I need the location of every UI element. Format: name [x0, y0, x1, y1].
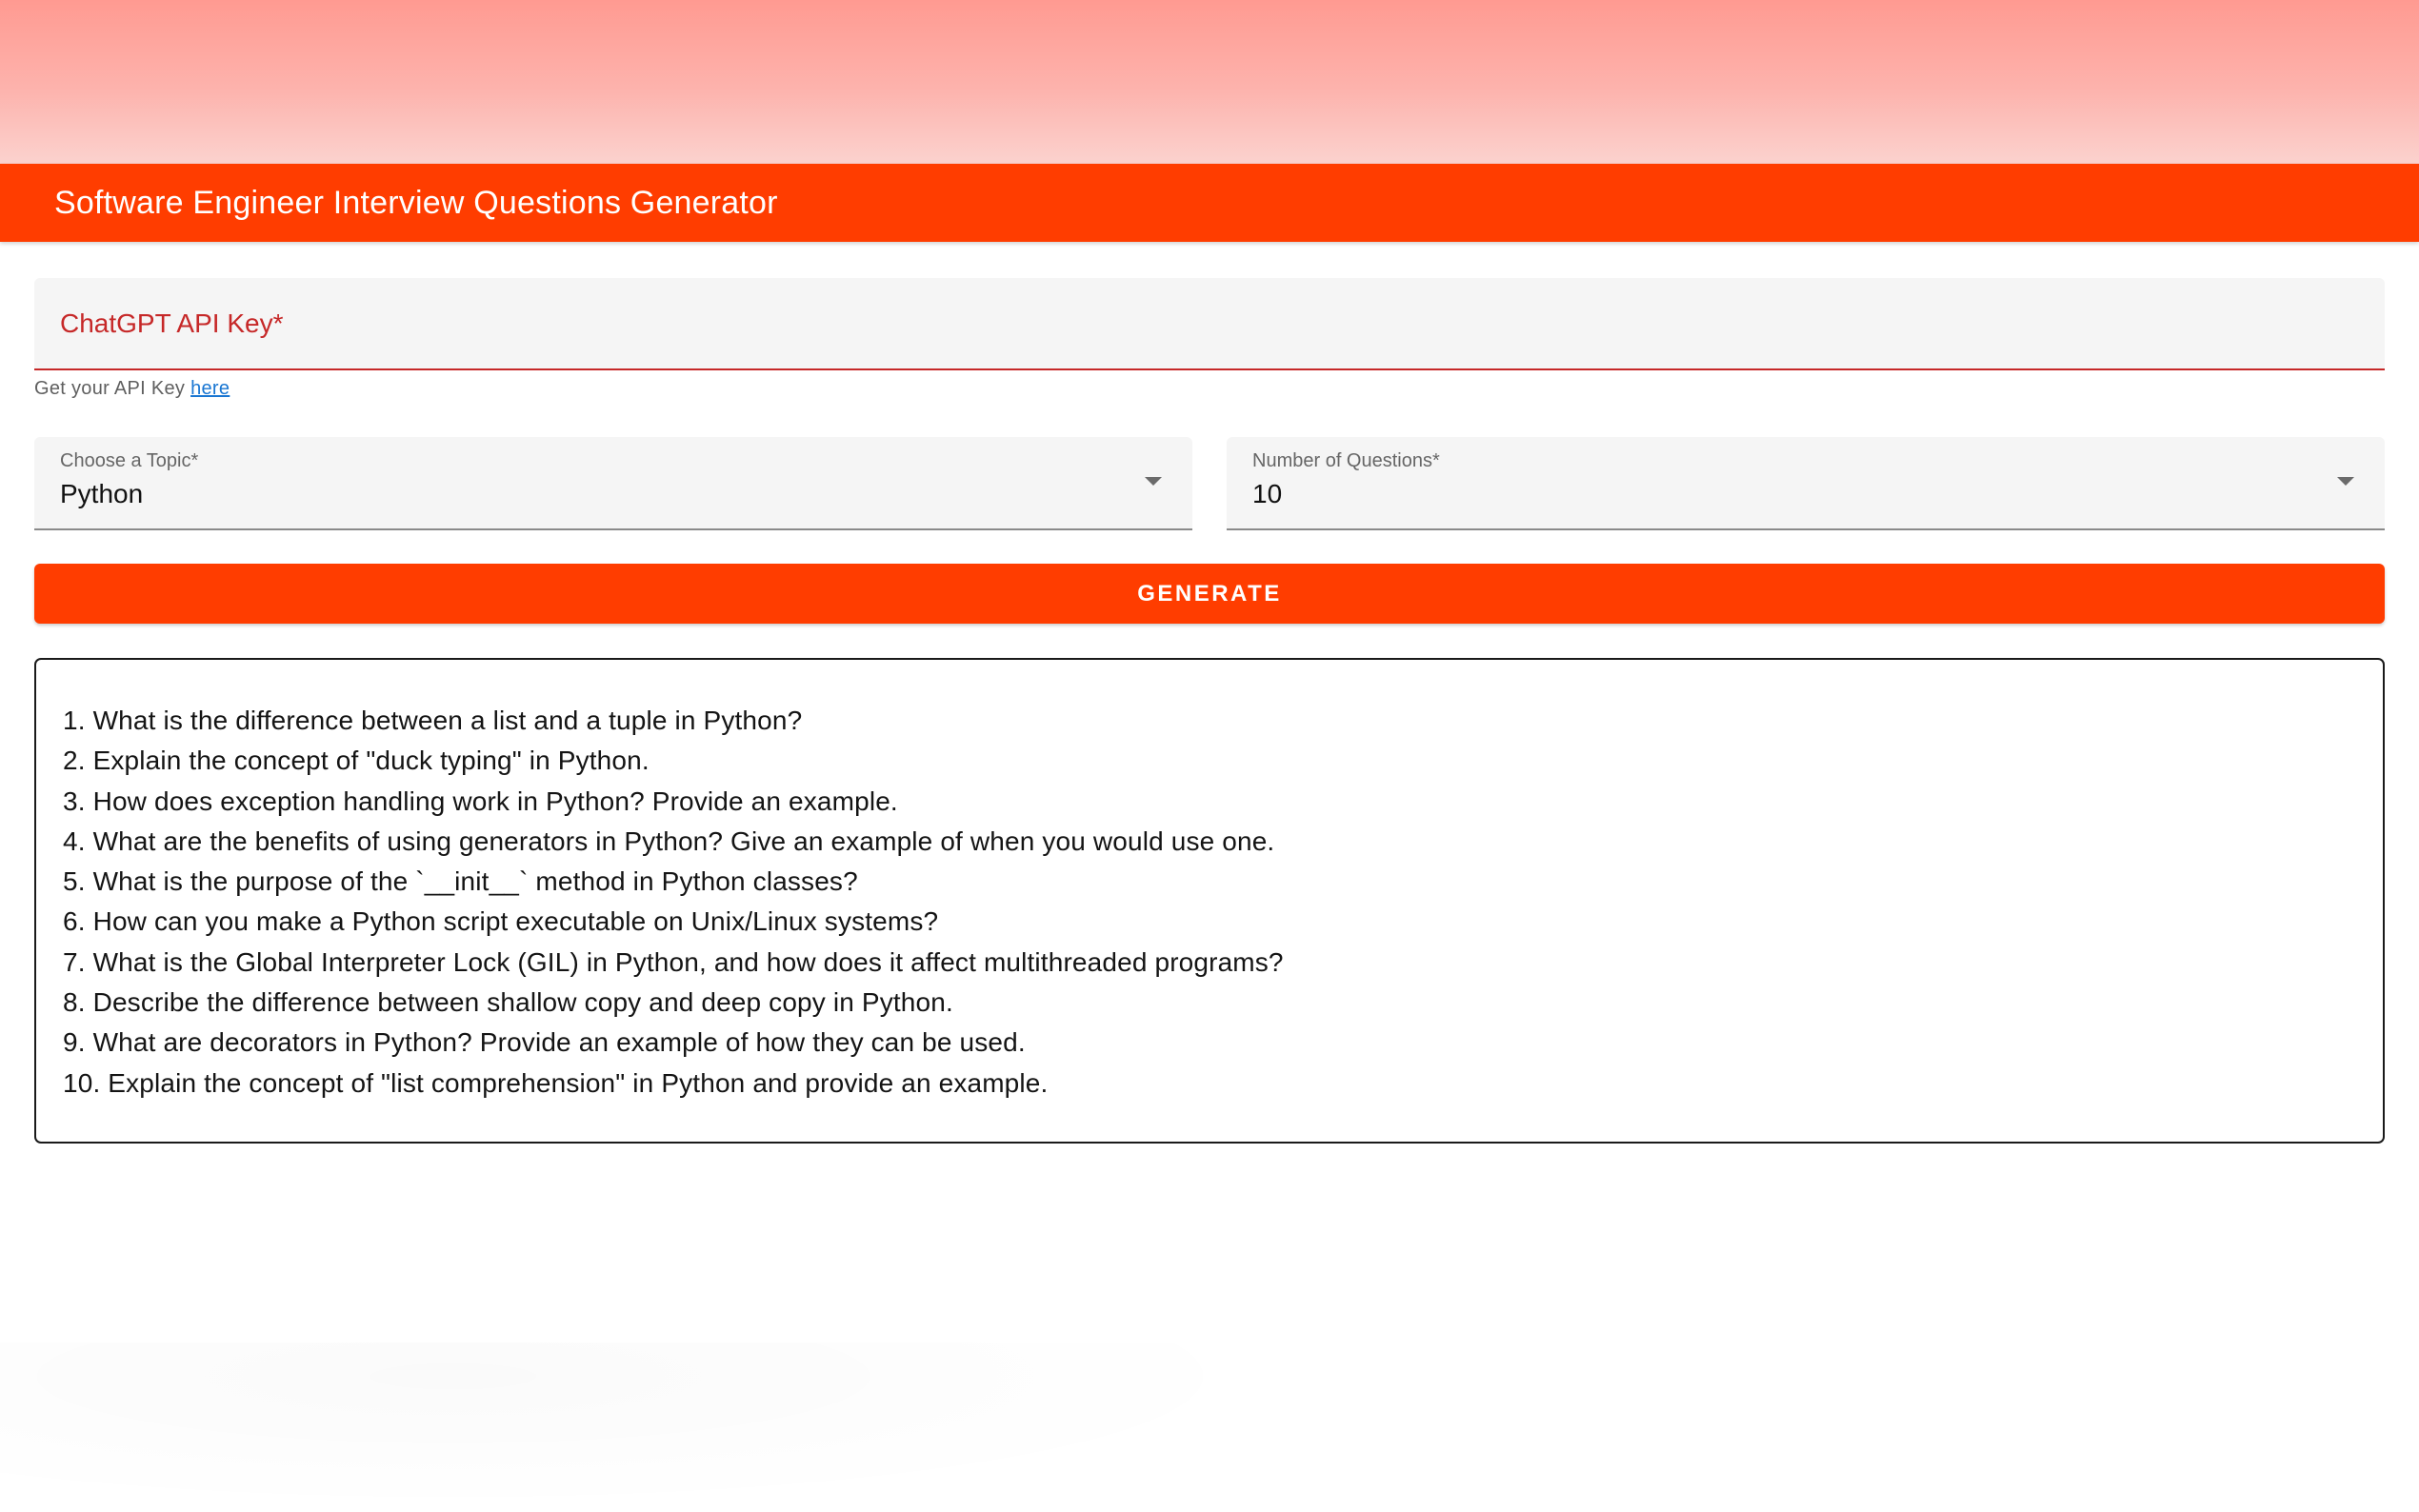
- question-item: 8. Describe the difference between shallow copy and deep copy in Python.: [63, 987, 953, 1018]
- topic-select[interactable]: [34, 437, 1192, 530]
- question-item: 10. Explain the concept of "list comprehension" in Python and provide an example.: [63, 1067, 1049, 1098]
- app-bar: [0, 164, 2419, 242]
- arrow-drop-down-icon[interactable]: [2337, 477, 2354, 486]
- question-list: [63, 701, 1284, 1104]
- question-item: 7. What is the Global Interpreter Lock (GIL) in Python, and how does it affect multithreaded programs?: [63, 946, 1284, 977]
- api-key-helper-text: [34, 378, 230, 400]
- arrow-drop-down-icon[interactable]: [1145, 477, 1162, 486]
- question-item: 6. How can you make a Python script executable on Unix/Linux systems?: [63, 906, 939, 937]
- background-shade: [0, 1343, 1295, 1512]
- questions-output-box: [34, 658, 2385, 1144]
- app-title: Software Engineer Interview Questions Generator: [54, 184, 778, 221]
- top-gradient-banner: [0, 0, 2419, 164]
- helper-prefix: Get your API Key: [34, 378, 191, 399]
- api-key-input[interactable]: [34, 278, 2385, 370]
- number-of-questions-select[interactable]: [1227, 437, 2385, 530]
- question-item: 2. Explain the concept of "duck typing" in Python.: [63, 746, 650, 776]
- question-item: 1. What is the difference between a list and a tuple in Python?: [63, 706, 803, 735]
- question-item: 3. How does exception handling work in Python? Provide an example.: [63, 786, 898, 816]
- get-api-key-link[interactable]: here: [190, 378, 230, 399]
- generate-button[interactable]: GENERATE: [34, 564, 2385, 624]
- question-item: 4. What are the benefits of using generators in Python? Give an example of when you would use one.: [63, 826, 1275, 856]
- question-item: 5. What is the purpose of the `__init__` method in Python classes?: [63, 866, 858, 897]
- topic-select-label: Choose a Topic*: [60, 450, 199, 471]
- number-of-questions-label: Number of Questions*: [1252, 450, 1440, 471]
- topic-select-value: Python: [60, 479, 144, 508]
- number-of-questions-value: 10: [1252, 479, 1283, 508]
- question-item: 9. What are decorators in Python? Provide an example of how they can be used.: [63, 1027, 1026, 1058]
- api-key-label: ChatGPT API Key*: [60, 308, 284, 338]
